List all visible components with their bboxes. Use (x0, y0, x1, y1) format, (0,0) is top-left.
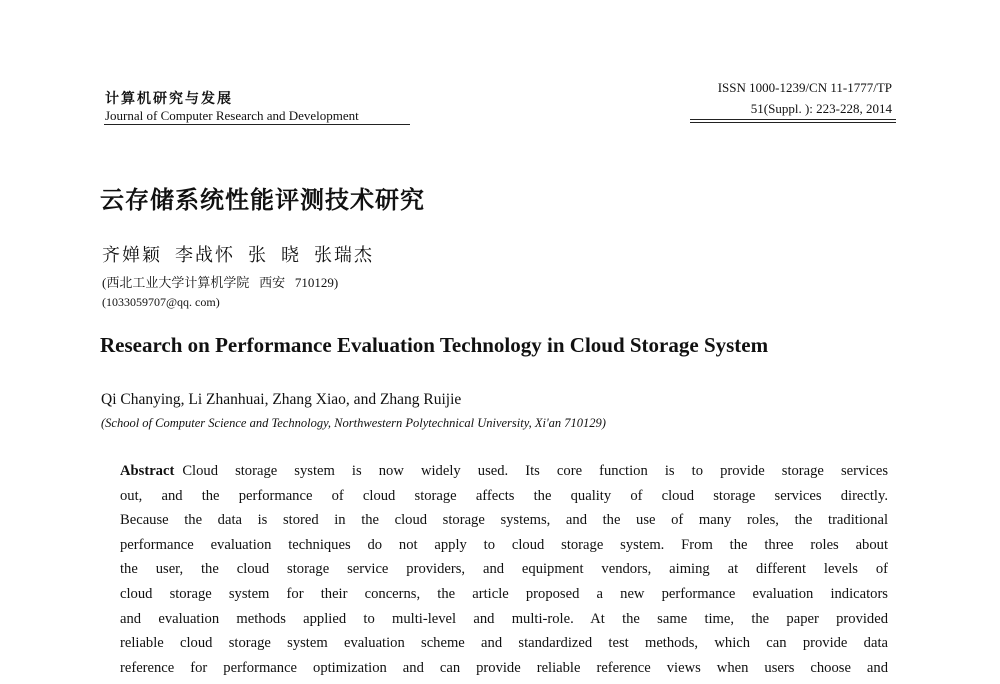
abstract-line: reference for performance optimization and can provide reliable reference views when users choose and (120, 659, 888, 676)
header-rule-right-bottom (690, 122, 896, 123)
abstract-line: and evaluation methods applied to multi-level and multi-role. At the same time, the paper provided (120, 610, 888, 627)
abstract-label: Abstract (120, 463, 175, 479)
journal-name-en: Journal of Computer Research and Development (105, 108, 359, 123)
abstract-line: out, and the performance of cloud storage affects the quality of cloud storage services directly. (120, 487, 888, 504)
author-email: (1033059707@qq. com) (102, 295, 220, 309)
authors-cn: 齐婵颖 李战怀 张 晓 张瑞杰 (102, 245, 374, 265)
header-rule-right-top (690, 119, 896, 120)
abstract-text: Cloud storage system is now widely used. Its core function is to provide storage services (182, 463, 888, 479)
header-rule-left (104, 124, 410, 125)
paper-title-cn: 云存储系统性能评测技术研究 (100, 186, 425, 214)
issue-line: 51(Suppl. ): 223-228, 2014 (750, 101, 892, 116)
abstract-line: reliable cloud storage system evaluation scheme and standardized test methods, which can provide data (120, 635, 888, 652)
affiliation-en: (School of Computer Science and Technology, Northwestern Polytechnical University, Xi'an 710129) (101, 416, 606, 430)
journal-name-cn: 计算机研究与发展 (105, 92, 233, 107)
abstract-line: performance evaluation techniques do not apply to cloud storage system. From the three roles about (120, 536, 888, 553)
abstract-line (120, 459, 888, 484)
abstract-line: Because the data is stored in the cloud storage systems, and the use of many roles, the traditional (120, 512, 888, 529)
abstract-line: the user, the cloud storage service providers, and equipment vendors, aiming at different levels of (120, 561, 888, 578)
issn-line: ISSN 1000-1239/CN 11-1777/TP (717, 80, 892, 95)
paper-title-en: Research on Performance Evaluation Technology in Cloud Storage System (100, 333, 769, 357)
abstract (120, 459, 888, 680)
affiliation-cn: (西北工业大学计算机学院 西安 710129) (102, 275, 339, 290)
authors-en: Qi Chanying, Li Zhanhuai, Zhang Xiao, and Zhang Ruijie (101, 391, 462, 408)
abstract-line: cloud storage system for their concerns, the article proposed a new performance evaluation indicators (120, 585, 888, 602)
